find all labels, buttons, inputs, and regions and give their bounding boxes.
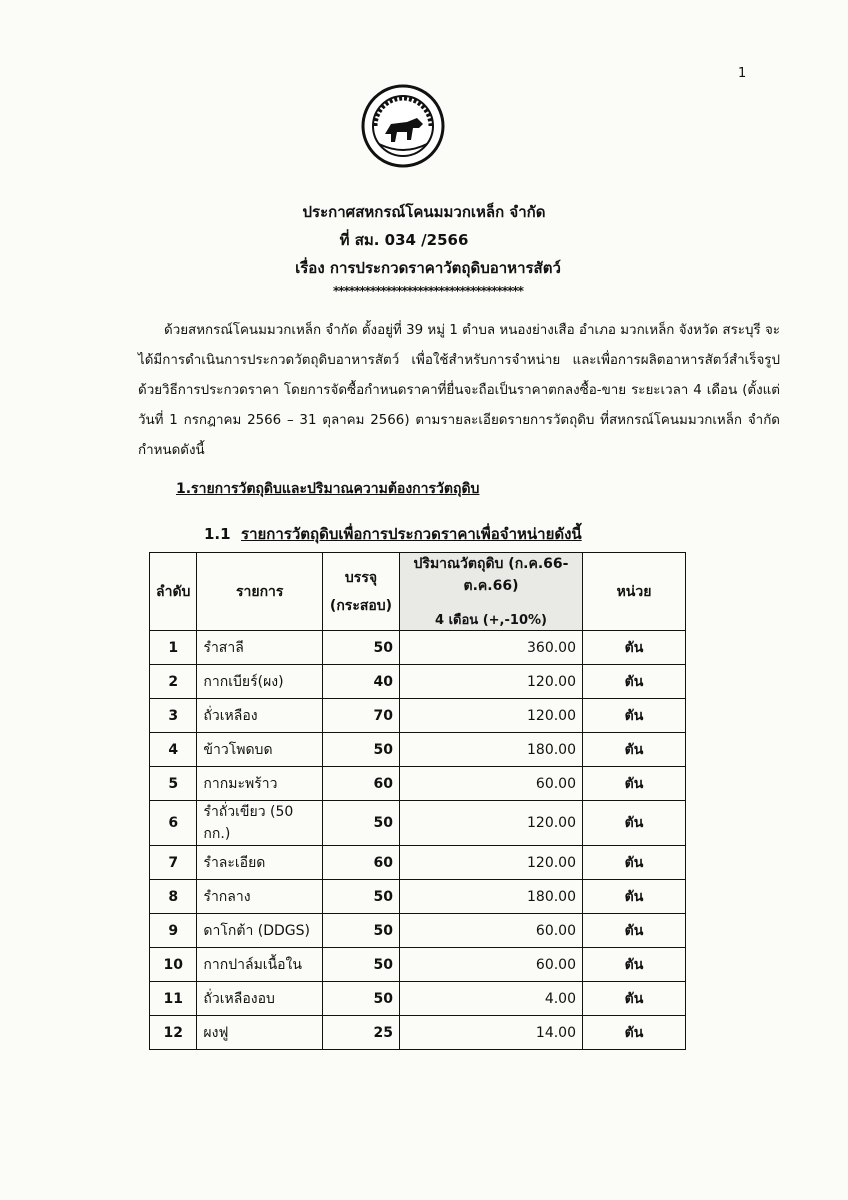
- row-quantity: 180.00: [400, 880, 583, 914]
- table-row: [150, 665, 686, 699]
- intro-paragraph-text: ด้วยสหกรณ์โคนมมวกเหล็ก จำกัด ตั้งอยู่ที่ 39 หมู่ 1 ตำบล หนองย่างเสือ อำเภอ มวกเหล็ก จังหวัด สระบุรี จะได้มีการดำเนินการประกวดวัตถุดิบอาหารสัตว์ เพื่อใช้สำหรับการจำหน่าย และเพื่อการผลิตอาหารสัตว์สำเร็จรูป ด้วยวิธีการประกวดราคา โดยการจัดซื้อกำหนดราคาที่ยื่นจะถือเป็นราคาตกลงซื้อ-ขาย ระยะเวลา 4 เดือน (ตั้งแต่วันที่ 1 กรกฎาคม 2566 – 31 ตุลาคม 2566) ตามรายละเอียดรายการวัตถุดิบ ที่สหกรณ์โคนมมวกเหล็ก จำกัด กำหนดดังนี้: [138, 323, 780, 458]
- row-unit: ตัน: [583, 914, 686, 948]
- row-item-name: รำละเอียด: [197, 846, 323, 880]
- row-quantity: 120.00: [400, 846, 583, 880]
- row-quantity: 120.00: [400, 801, 583, 846]
- row-quantity: 60.00: [400, 767, 583, 801]
- row-number: 8: [150, 880, 197, 914]
- header-unit: หน่วย: [583, 553, 686, 631]
- row-quantity: 60.00: [400, 948, 583, 982]
- row-item-name: ดาโกต้า (DDGS): [197, 914, 323, 948]
- table-row: [150, 880, 686, 914]
- table-row: [150, 801, 686, 846]
- subsection-number: 1.1: [204, 525, 231, 543]
- announcement-title: ประกาศสหกรณ์โคนมมวกเหล็ก จำกัด: [302, 203, 546, 221]
- row-number: 1: [150, 631, 197, 665]
- row-unit: ตัน: [583, 846, 686, 880]
- row-unit: ตัน: [583, 1016, 686, 1050]
- table-header-row: [150, 553, 686, 631]
- table-row: [150, 767, 686, 801]
- subsection-title: [204, 522, 582, 546]
- row-pack-size: 50: [323, 801, 400, 846]
- row-pack-size: 50: [323, 914, 400, 948]
- row-quantity: 180.00: [400, 733, 583, 767]
- row-unit: ตัน: [583, 948, 686, 982]
- table-row: [150, 948, 686, 982]
- table-row: [150, 914, 686, 948]
- row-pack-size: 50: [323, 733, 400, 767]
- row-number: 7: [150, 846, 197, 880]
- row-pack-size: 50: [323, 631, 400, 665]
- row-number: 3: [150, 699, 197, 733]
- row-unit: ตัน: [583, 982, 686, 1016]
- table-row: [150, 846, 686, 880]
- page-number: 1: [738, 66, 747, 81]
- row-item-name: กากมะพร้าว: [197, 767, 323, 801]
- row-pack-size: 25: [323, 1016, 400, 1050]
- row-unit: ตัน: [583, 699, 686, 733]
- row-unit: ตัน: [583, 767, 686, 801]
- header-item: รายการ: [197, 553, 323, 631]
- header-qty: [400, 553, 583, 631]
- row-quantity: 360.00: [400, 631, 583, 665]
- table-row: [150, 733, 686, 767]
- row-item-name: ถั่วเหลืองอบ: [197, 982, 323, 1016]
- row-item-name: กากเบียร์(ผง): [197, 665, 323, 699]
- star-divider: ************************************: [333, 284, 523, 298]
- row-quantity: 120.00: [400, 665, 583, 699]
- row-pack-size: 50: [323, 948, 400, 982]
- items-table: [149, 552, 686, 1050]
- row-unit: ตัน: [583, 733, 686, 767]
- table-row: [150, 699, 686, 733]
- row-unit: ตัน: [583, 880, 686, 914]
- row-pack-size: 60: [323, 846, 400, 880]
- header-qty-period: ปริมาณวัตถุดิบ (ก.ค.66-ต.ค.66): [413, 556, 569, 594]
- header-qty-duration: 4 เดือน (+,-10%): [435, 613, 547, 628]
- row-item-name: ถั่วเหลือง: [197, 699, 323, 733]
- row-number: 12: [150, 1016, 197, 1050]
- row-pack-size: 70: [323, 699, 400, 733]
- header-pack-label: บรรจุ: [344, 569, 378, 586]
- announcement-number: ที่ สม. 034 /2566: [339, 231, 469, 249]
- row-quantity: 14.00: [400, 1016, 583, 1050]
- row-quantity: 4.00: [400, 982, 583, 1016]
- row-pack-size: 50: [323, 880, 400, 914]
- header-pack-unit: (กระสอบ): [329, 597, 393, 614]
- row-number: 2: [150, 665, 197, 699]
- row-item-name: ข้าวโพดบด: [197, 733, 323, 767]
- table-row: [150, 982, 686, 1016]
- row-item-name: รำสาลี: [197, 631, 323, 665]
- row-number: 6: [150, 801, 197, 846]
- row-unit: ตัน: [583, 801, 686, 846]
- header-no: ลำดับ: [150, 553, 197, 631]
- announcement-subject: เรื่อง การประกวดราคาวัตถุดิบอาหารสัตว์: [295, 259, 561, 277]
- cooperative-seal-logo: [361, 84, 445, 168]
- header-pack: [323, 553, 400, 631]
- row-number: 4: [150, 733, 197, 767]
- row-item-name: ผงฟู: [197, 1016, 323, 1050]
- table-row: [150, 631, 686, 665]
- row-pack-size: 60: [323, 767, 400, 801]
- row-quantity: 60.00: [400, 914, 583, 948]
- row-unit: ตัน: [583, 631, 686, 665]
- intro-paragraph: [138, 316, 780, 466]
- row-quantity: 120.00: [400, 699, 583, 733]
- row-item-name: รำถั่วเขียว (50 กก.): [197, 801, 323, 846]
- subsection-text: รายการวัตถุดิบเพื่อการประกวดราคาเพื่อจำหน่ายดังนี้: [241, 525, 582, 543]
- row-item-name: กากปาล์มเนื้อใน: [197, 948, 323, 982]
- row-pack-size: 40: [323, 665, 400, 699]
- row-number: 11: [150, 982, 197, 1016]
- row-item-name: รำกลาง: [197, 880, 323, 914]
- section-1-title: 1.รายการวัตถุดิบและปริมาณความต้องการวัตถุดิบ: [176, 481, 480, 497]
- row-pack-size: 50: [323, 982, 400, 1016]
- row-number: 10: [150, 948, 197, 982]
- row-number: 5: [150, 767, 197, 801]
- row-number: 9: [150, 914, 197, 948]
- table-row: [150, 1016, 686, 1050]
- row-unit: ตัน: [583, 665, 686, 699]
